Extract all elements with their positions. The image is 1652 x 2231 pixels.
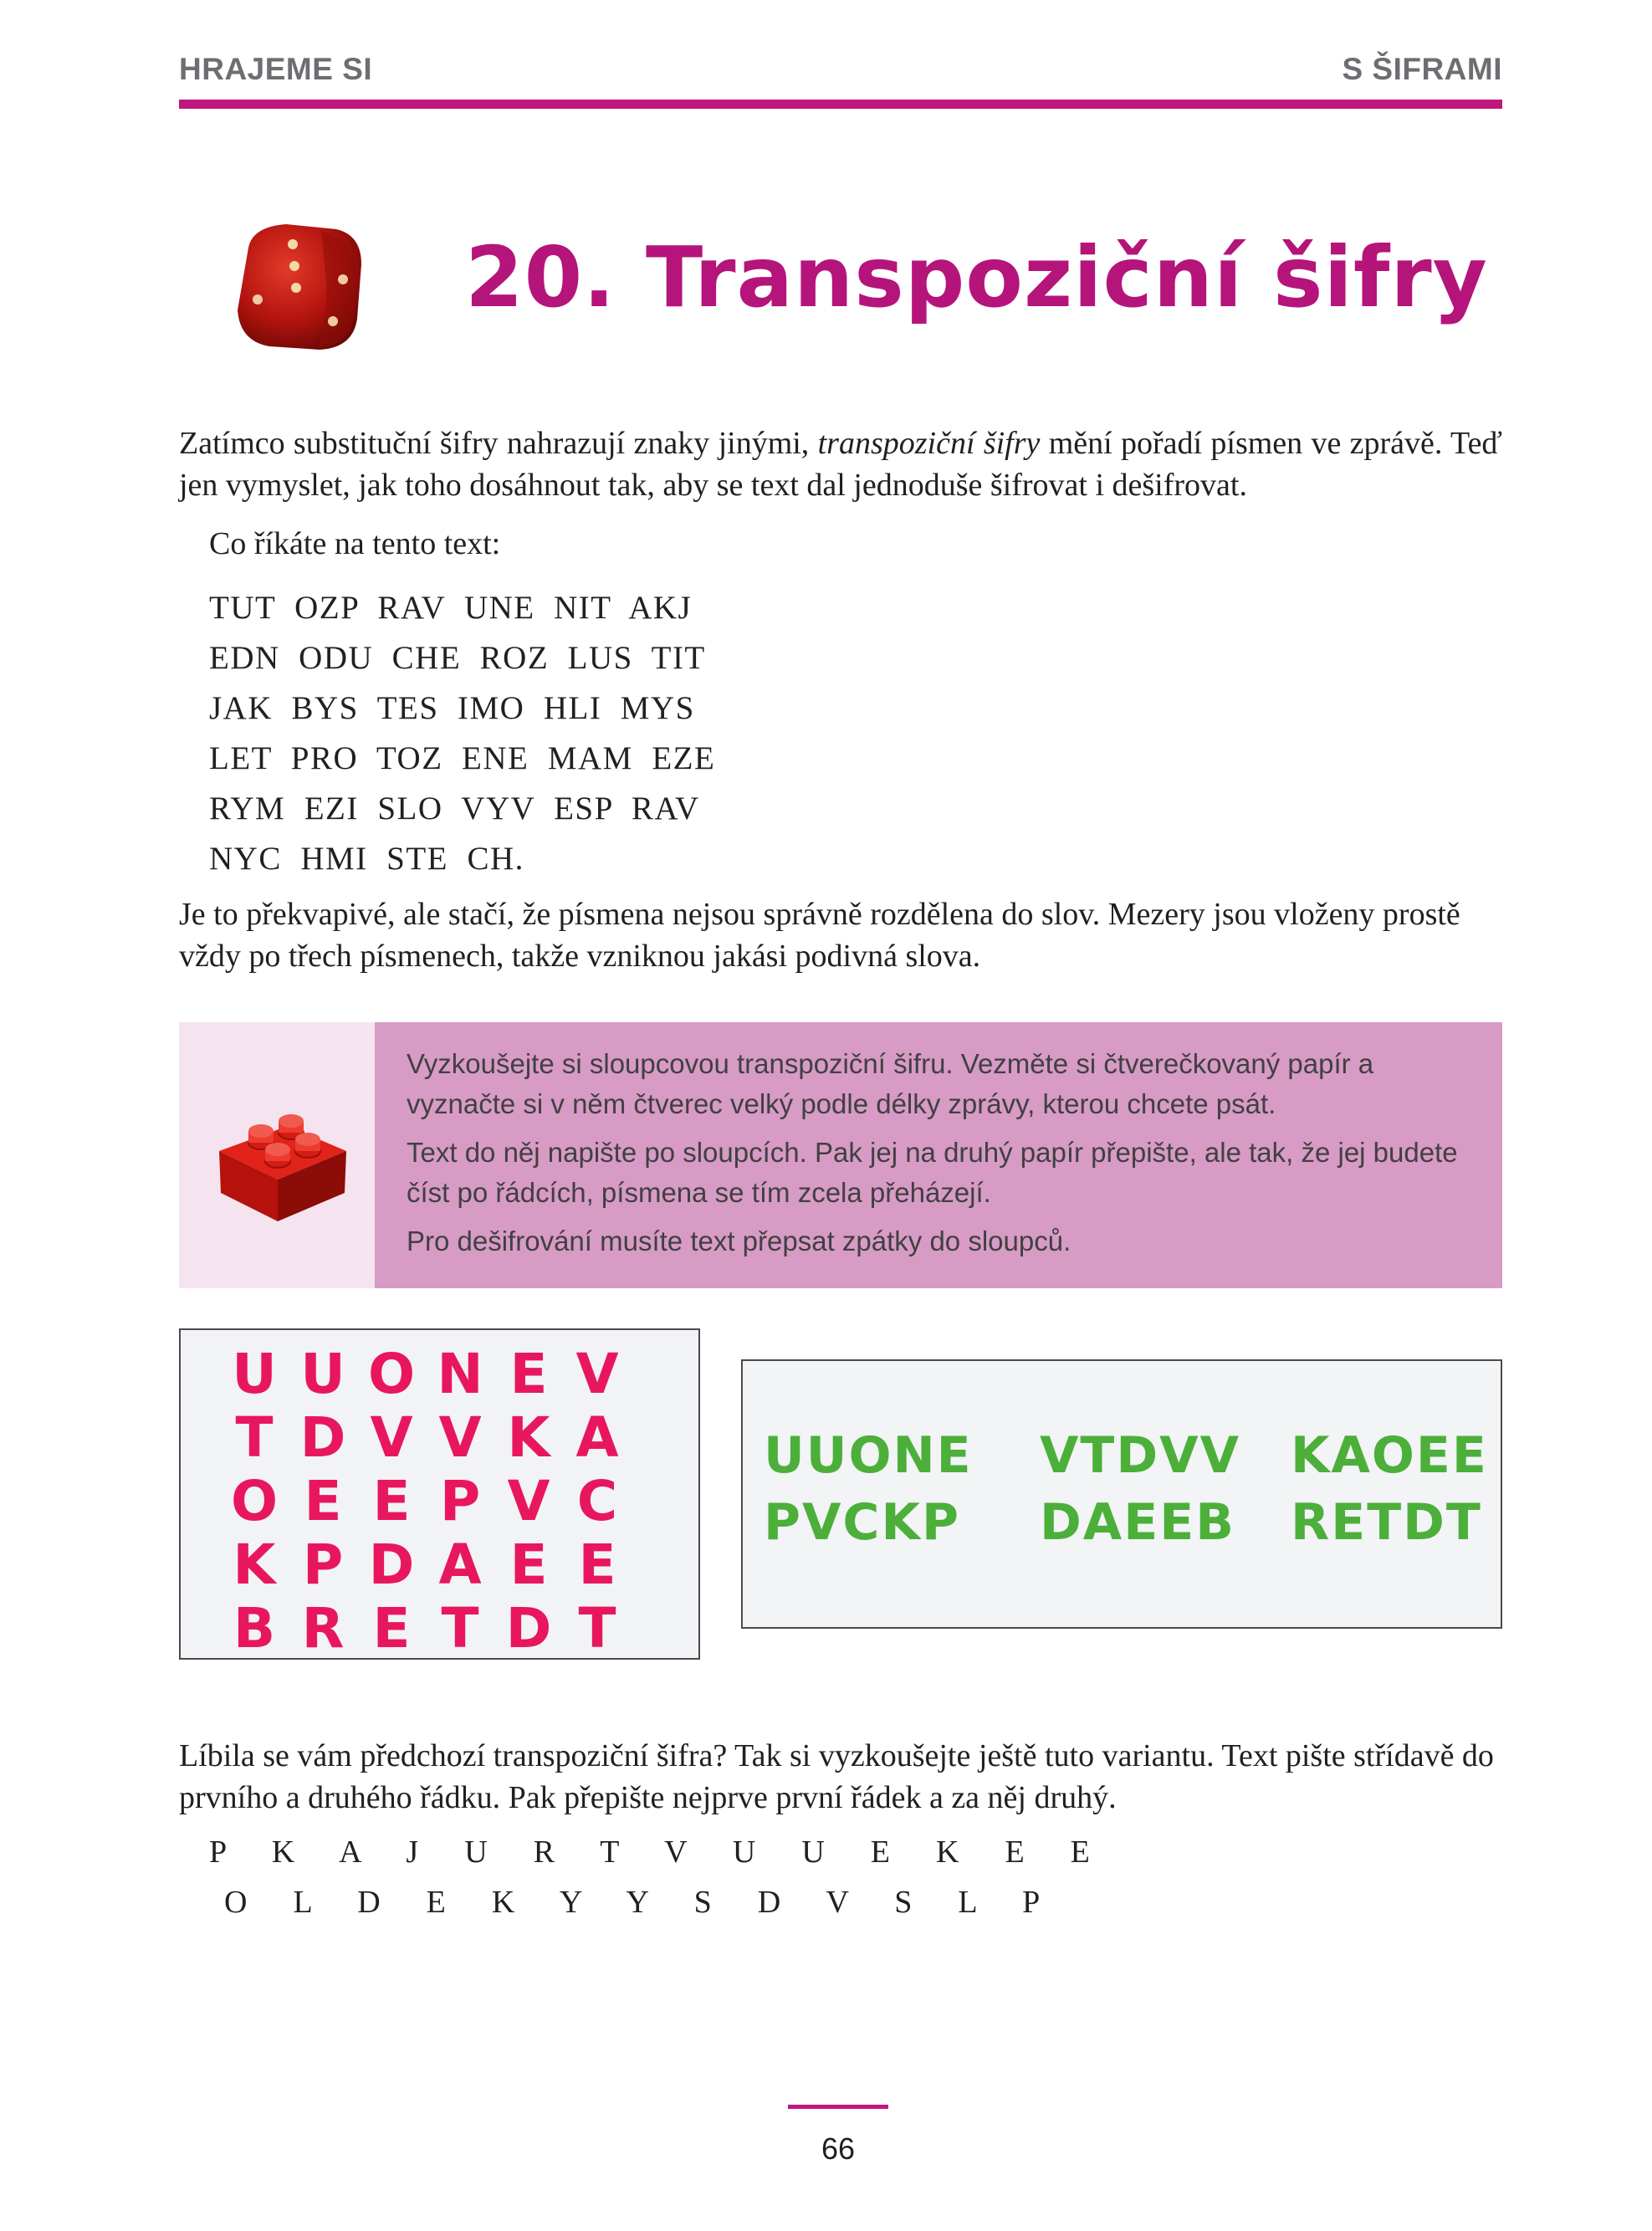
grid-letter: E: [509, 1342, 548, 1406]
cipher-line: RYM EZI SLO VYV ESP RAV: [209, 791, 700, 826]
grid-letter: U: [232, 1342, 277, 1406]
tip-paragraph: Text do něj napište po sloupcích. Pak jej na druhý papír přepište, ale tak, že jej budete číst po řádcích, písmena se tím zcela přeházejí.: [407, 1137, 1458, 1208]
page-number: 66: [821, 2131, 856, 2166]
chapter-number: 20.: [465, 228, 616, 326]
grid-letter: T: [235, 1405, 274, 1470]
photo-letter-grid: [179, 1328, 700, 1660]
row-word: VTDVV: [1040, 1426, 1241, 1485]
photo-letter-rows: [741, 1359, 1502, 1629]
intro-term: transpoziční šifry: [817, 426, 1041, 461]
row-word: PVCKP: [764, 1493, 960, 1552]
grid-letter: O: [367, 1342, 416, 1406]
grid-letter: E: [509, 1533, 548, 1597]
cipher-line: JAK BYS TES IMO HLI MYS: [209, 690, 695, 726]
footer-rule: [788, 2105, 888, 2109]
cipher-line: NYC HMI STE CH.: [209, 841, 524, 877]
grid-letter: N: [437, 1342, 483, 1406]
grid-letter: V: [370, 1405, 413, 1470]
cipher-line: EDN ODU CHE ROZ LUS TIT: [209, 640, 706, 676]
row-word: RETDT: [1291, 1493, 1482, 1552]
grid-letter: D: [368, 1533, 415, 1597]
tip-paragraph: Pro dešifrování musíte text přepsat zpátky do sloupců.: [407, 1226, 1071, 1256]
grid-letter: B: [233, 1596, 276, 1658]
row-word: UUONE: [764, 1426, 973, 1485]
intro-paragraph: [179, 422, 1502, 506]
grid-letter: E: [578, 1533, 616, 1597]
grid-letter: P: [439, 1469, 481, 1533]
grid-letter: E: [372, 1469, 411, 1533]
grid-letter: P: [302, 1533, 344, 1597]
grid-letter: T: [441, 1596, 479, 1658]
tip-paragraph: Vyzkoušejte si sloupcovou transpoziční šifru. Vezměte si čtverečkovaný papír a vyznačte si v něm čtverec velký podle délky zprávy, kterou chcete psát.: [407, 1048, 1374, 1119]
grid-letter: D: [299, 1405, 346, 1470]
grid-letter: U: [300, 1342, 345, 1406]
dice-icon: [228, 214, 370, 356]
variant-second-row: O L D E K Y Y S D V S L P: [224, 1885, 1041, 1920]
header-right: S ŠIFRAMI: [1342, 52, 1502, 86]
intro-text-before: Zatímco substituční šifry nahrazují znaky jinými,: [179, 426, 818, 461]
grid-letter: O: [230, 1469, 279, 1533]
variant-paragraph: Líbila se vám předchozí transpoziční šifra? Tak si vyzkoušejte ještě tuto variantu. Text pište střídavě do prvního a druhého řádku. Pak přepište nejprve první řádek a za něj druhý.: [179, 1738, 1494, 1815]
grid-letter: E: [372, 1596, 411, 1658]
grid-letter: K: [507, 1405, 550, 1470]
lego-brick-icon: [211, 1099, 353, 1225]
grid-letter: C: [576, 1469, 618, 1533]
grid-letter: V: [575, 1342, 619, 1406]
variant-first-row: P K A J U R T V U U E K E E: [209, 1834, 1090, 1870]
cipher-line: LET PRO TOZ ENE MAM EZE: [209, 740, 716, 776]
header-left: HRAJEME SI: [179, 52, 373, 86]
chapter-title-text: Transpoziční šifry: [645, 228, 1488, 326]
grid-letter: R: [301, 1596, 345, 1658]
explanation-paragraph: Je to překvapivé, ale stačí, že písmena nejsou správně rozdělena do slov. Mezery jsou vloženy prostě vždy po třech písmenech, takže vzniknou jakási podivná slova.: [179, 897, 1460, 974]
grid-letter: A: [575, 1405, 619, 1470]
letter-rows-svg: [743, 1361, 1501, 1627]
chapter-title: [465, 228, 1488, 326]
grid-letter: A: [438, 1533, 482, 1597]
grid-letter: D: [505, 1596, 552, 1658]
row-word: KAOEE: [1291, 1426, 1488, 1485]
grid-letter: V: [507, 1469, 550, 1533]
intro-text-after: mění pořadí písmen ve zprávě. Teď jen vymyslet, jak toho dosáhnout tak, aby se text dal jednoduše šifrovat i dešifrovat.: [179, 426, 1502, 503]
running-header: [179, 49, 1502, 90]
row-word: DAEEB: [1040, 1493, 1235, 1552]
grid-letter: T: [578, 1596, 616, 1658]
tip-text: [407, 1044, 1486, 1270]
grid-letter: K: [233, 1533, 276, 1597]
grid-letter: V: [438, 1405, 482, 1470]
header-rule: [179, 100, 1502, 109]
cipher-text: [209, 583, 715, 884]
tip-box: [179, 1022, 1502, 1288]
letter-grid-svg: [181, 1330, 698, 1658]
cipher-lead: Co říkáte na tento text:: [209, 526, 501, 561]
grid-letter: E: [304, 1469, 342, 1533]
cipher-line: TUT OZP RAV UNE NIT AKJ: [209, 590, 693, 626]
